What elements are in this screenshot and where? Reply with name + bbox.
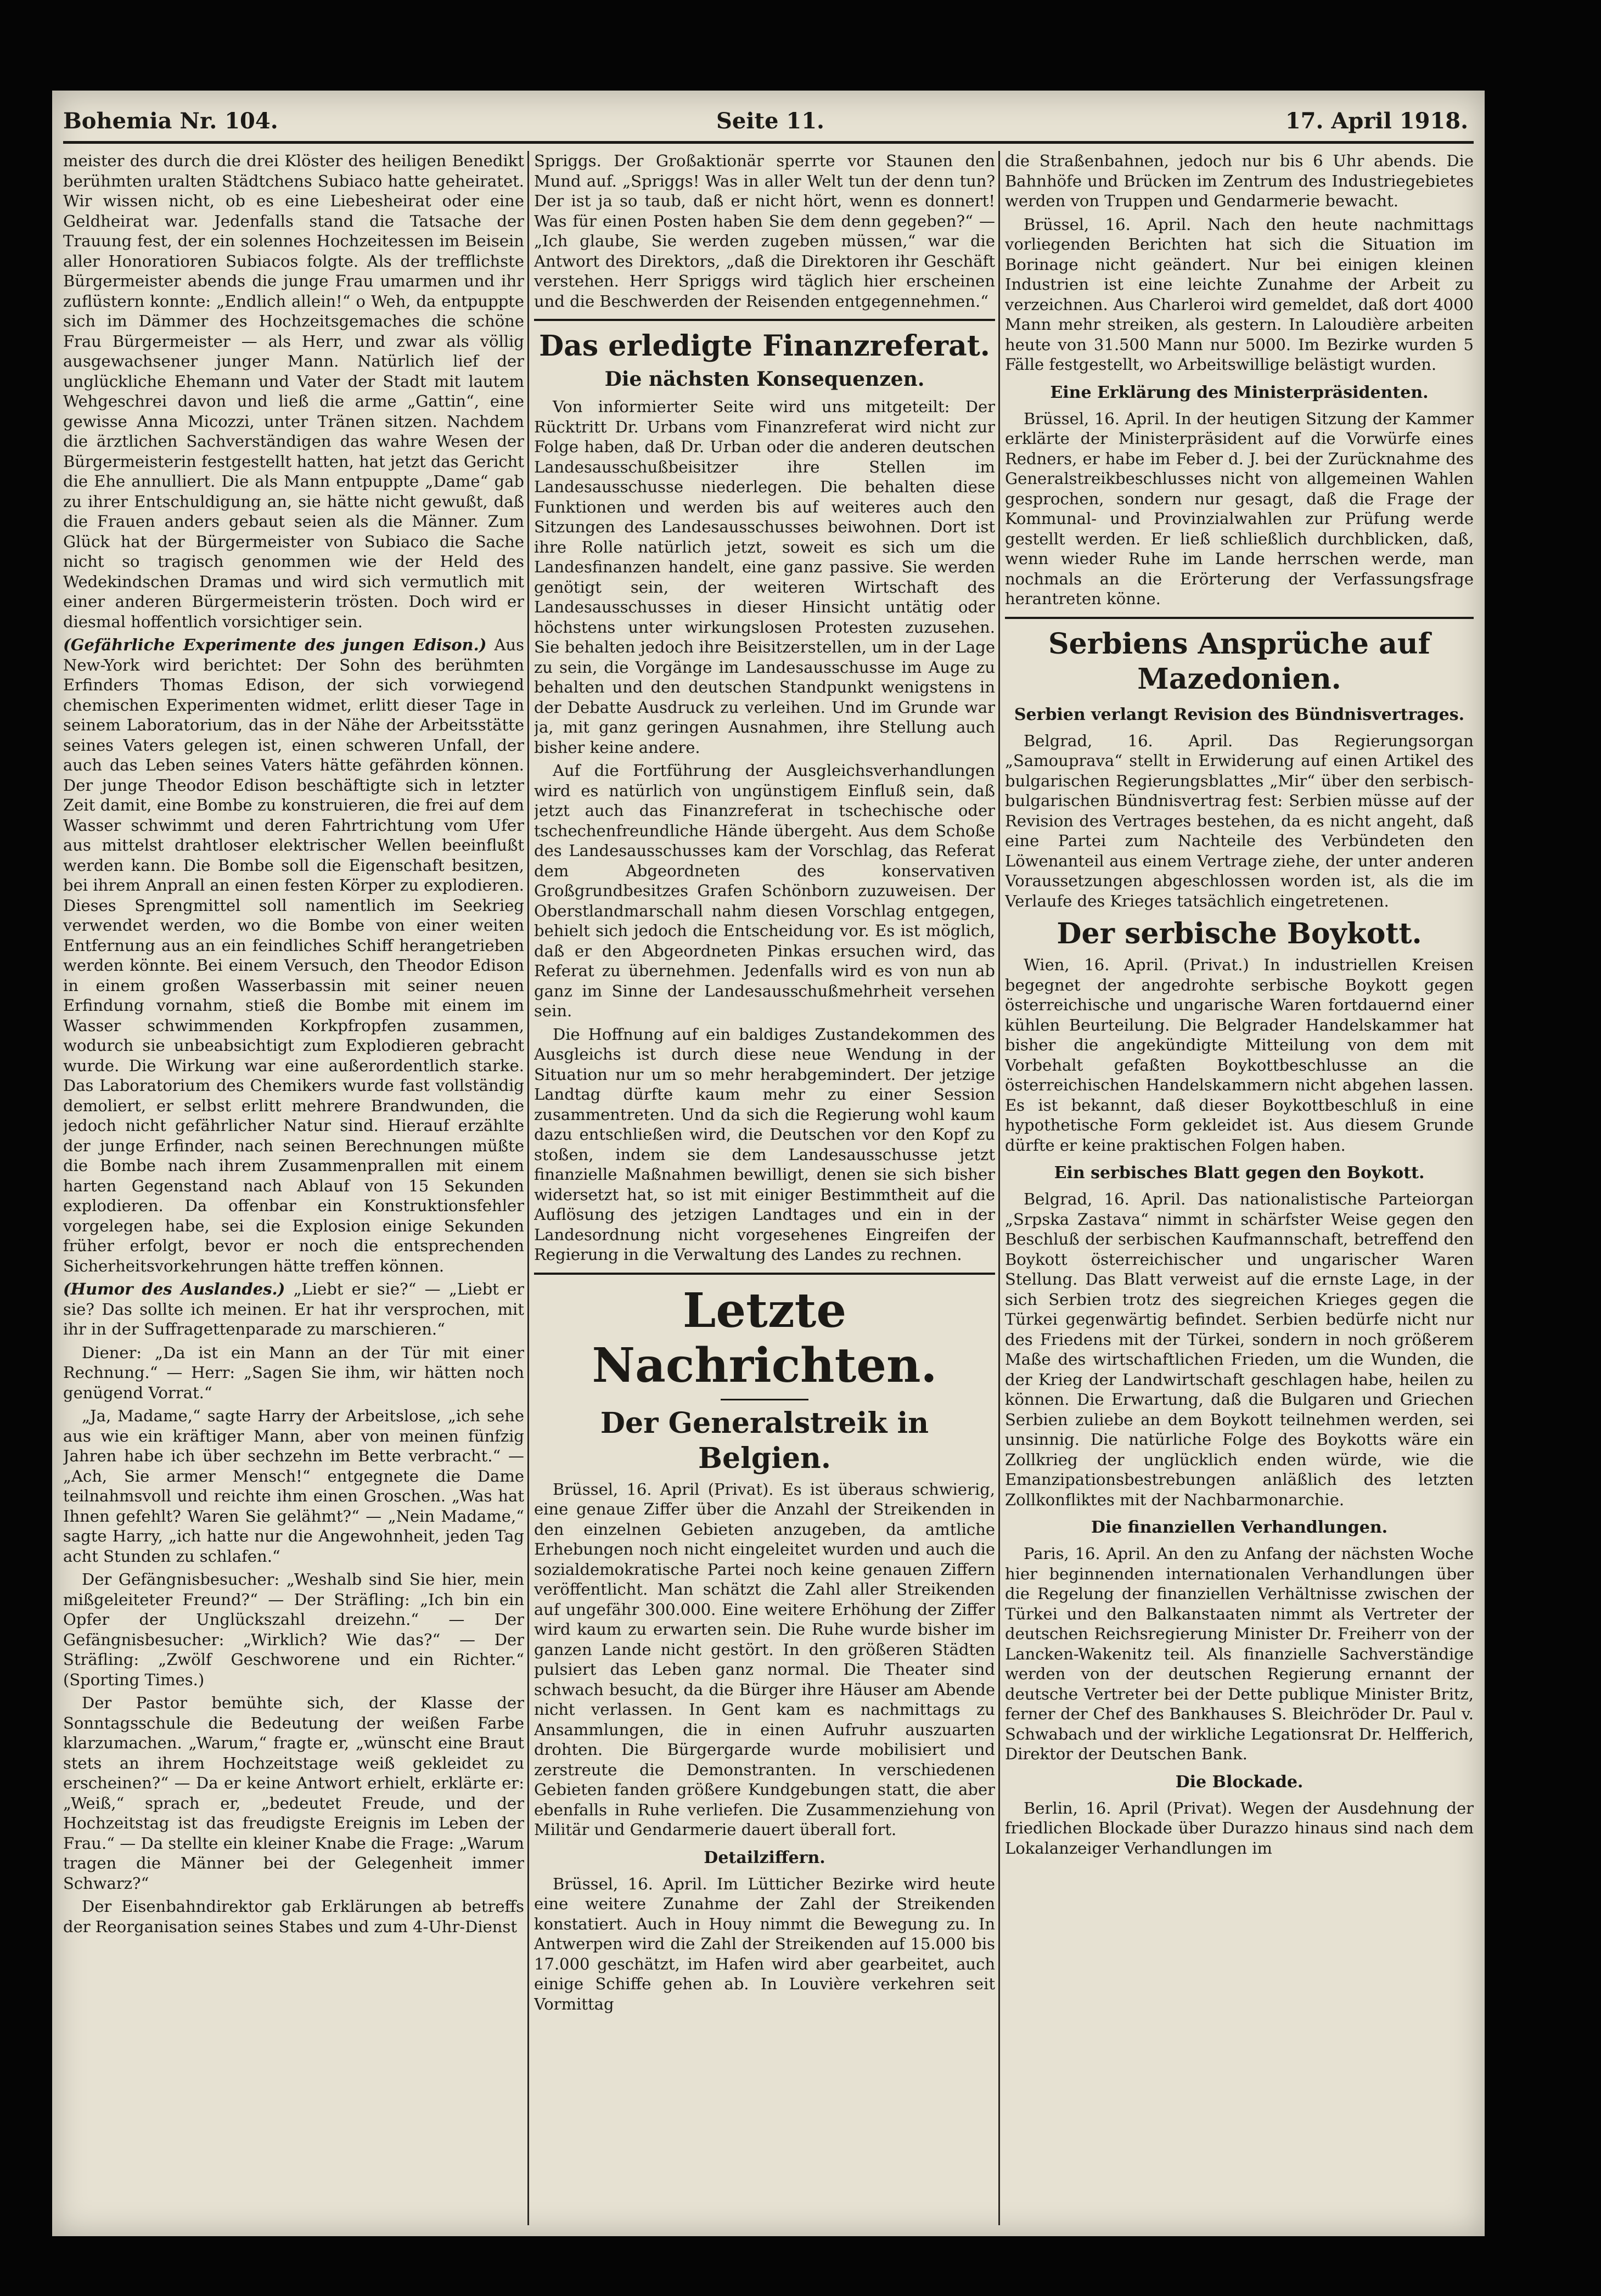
issue-date: 17. April 1918. bbox=[1285, 108, 1468, 134]
article-paragraph: Der Eisenbahndirektor gab Erklärungen ab betreffs der Reorganisation seines Stabes und zum 4-Uhr-Dienst bbox=[63, 1897, 524, 1936]
subheadline-erklaerung: Eine Erklärung des Ministerpräsidenten. bbox=[1050, 382, 1429, 402]
column-1 bbox=[63, 151, 524, 2226]
subheadline-verhandlungen: Die finanziellen Verhandlungen. bbox=[1091, 1518, 1388, 1537]
section-rule bbox=[534, 1273, 995, 1275]
article-paragraph: Brüssel, 16. April. In der heutigen Sitzung der Kammer erklärte der Ministerpräsident auf die Vorwürfe eines Redners, er habe im Feber d. J. bei der Zurücknahme des Generalstreikbeschlusses nicht von allgemeinen Wahlen gesprochen, sondern nur gesagt, daß die Frage der Kommunal- und Provinzialwahlen zur Prüfung werde gestellt werden. Er ließ schließlich durchblicken, daß, wenn wieder Ruhe im Lande herrschen werde, man nochmals an die Erörterung der Verfassungsfrage herantreten könne. bbox=[1005, 409, 1474, 608]
article-subhead: (Gefährliche Experimente des jungen Edison.) bbox=[63, 635, 487, 654]
headline-serbien: Serbiens Ansprüche auf Mazedonien. bbox=[1048, 627, 1430, 696]
headline-boykott: Der serbische Boykott. bbox=[1057, 917, 1422, 950]
section-rule bbox=[1005, 617, 1474, 619]
column-2 bbox=[534, 151, 995, 2226]
subheadline-detailziffern: Detailziffern. bbox=[704, 1848, 825, 1867]
article-paragraph: Belgrad, 16. April. Das nationalistische Parteiorgan „Srpska Zastava“ nimmt in schärfster Weise gegen den Beschluß der serbischen Kaufmannschaft, betreffend den Boykott österreichischer und ungarischer Waren Stellung. Das Blatt verweist auf die ernste Lage, in der sich Serbien trotz des siegreichen Krieges gegen die Türkei gegenwärtig befindet. Serbien bedürfe nicht nur des Friedens mit der Türkei, sondern in noch größerem Maße des wirtschaftlichen Frieden, um die Wunden, die der Krieg der Landwirtschaft geschlagen habe, heilen zu können. Die Erwartung, daß die Bulgaren und Griechen Serbien zuliebe an dem Boykott teilnehmen werden, sei unsinnig. Die natürliche Folge des Boykotts wäre ein Zollkrieg der unglücklich enden würde, wie die Emanzipationsbestrebungen anläßlich des letzten Zollkonfliktes mit der Nachbarmonarchie. bbox=[1005, 1190, 1474, 1509]
header-rule bbox=[63, 141, 1474, 144]
article-paragraph: Brüssel, 16. April. Nach den heute nachmittags vorliegenden Berichten hat sich die Situation im Borinage nicht geändert. Nur bei einigen kleinen Industrien ist eine leichte Zunahme der Arbeit zu verzeichnen. Aus Charleroi wird gemeldet, daß dort 4000 Mann mehr streiken, als gestern. In Laloudière arbeiten heute von 31.500 Mann nur 5000. Im Bezirke wurden 5 Fälle festgestellt, wo Arbeitswillige belästigt wurden. bbox=[1005, 215, 1474, 374]
subheadline-blockade: Die Blockade. bbox=[1175, 1772, 1304, 1792]
article-paragraph: Die Hoffnung auf ein baldiges Zustandekommen des Ausgleichs ist durch diese neue Wendung in der Situation nur um so mehr herabgemindert. Der jetzige Landtag dürfte kaum mehr zu einer Session zusammentreten. Und da sich die Regierung wohl kaum dazu entschließen wird, die Deutschen vor den Kopf zu stoßen, indem sie dem Landesausschusse jetzt finanzielle Maßnahmen bewilligt, denen sie sich bisher widersetzt hat, so ist mit einiger Bestimmtheit auf die Auflösung des jetzigen Landtages und ein in der Landesordnung nicht vorgesehenes Eingreifen der Regierung in die Verwaltung des Landes zu rechnen. bbox=[534, 1025, 995, 1264]
column-divider bbox=[527, 151, 529, 2225]
newspaper-page bbox=[52, 91, 1485, 2236]
article-paragraph: Auf die Fortführung der Ausgleichsverhandlungen wird es natürlich von ungünstigem Einfluß sein, daß jetzt auch das Finanzreferat in tschechische oder tschechenfreundliche Hände übergeht. Aus dem Schoße des Landesausschusses kam der Vorschlag, das Referat dem Abgeordneten des konservativen Großgrundbesitzes Grafen Schönborn zuzuweisen. Der Oberstlandmarschall nahm diesen Vorschlag entgegen, behielt sich jedoch die Entscheidung vor. Es ist möglich, daß er den Abgeordneten Pinkas ersuchen wird, das Referat zu übernehmen. Jedenfalls wird es von nun ab ganz im Sinne der Landesausschußmehrheit versehen sein. bbox=[534, 761, 995, 1020]
article-paragraph: Spriggs. Der Großaktionär sperrte vor Staunen den Mund auf. „Spriggs! Was in aller Welt tun der denn tun? Der ist ja so taub, daß er nicht hört, wenn es donnert! Was für einen Posten haben Sie dem denn gegeben?“ — „Ich glaube, Sie werden zugeben müssen,“ war die Antwort des Direktors, „daß die Direktoren ihr Geschäft verstehen. Herr Spriggs wird täglich hier erscheinen und die Beschwerden der Reisenden entgegennehmen.“ bbox=[534, 151, 995, 311]
article-paragraph: Brüssel, 16. April. Im Lütticher Bezirke wird heute eine weitere Zunahme der Zahl der Streikenden konstatiert. Auch in Houy nimmt die Bewegung zu. In Antwerpen wird die Zahl der Streikenden auf 15.000 bis 17.000 geschätzt, im Hafen wird aber gearbeitet, auch einige Schiffe gehen ab. In Louvière verkehren seit Vormittag bbox=[534, 1874, 995, 2013]
column-3 bbox=[1005, 151, 1474, 2226]
article-paragraph: Diener: „Da ist ein Mann an der Tür mit einer Rechnung.“ — Herr: „Sagen Sie ihm, wir hätten noch genügend Vorrat.“ bbox=[63, 1343, 524, 1402]
column-divider bbox=[998, 151, 1000, 2225]
article-paragraph: Belgrad, 16. April. Das Regierungsorgan „Samouprava“ stellt in Erwiderung auf einen Artikel des bulgarischen Regierungsblattes „Mir“ über den serbisch-bulgarischen Bündnisvertrag fest: Serbien müsse auf der Revision des Vertrages bestehen, da es nicht angeht, daß eine Partei zum Nachteile des Verbündeten den Löwenanteil aus einem Vertrage ziehe, der unter anderen Voraussetzungen abgeschlossen worden ist, als die im Verlaufe des Krieges tatsächlich eingetretenen. bbox=[1005, 731, 1474, 910]
subheadline-buendnisvertrag: Serbien verlangt Revision des Bündnisvertrages. bbox=[1014, 705, 1465, 724]
headline-letzte-nachrichten: Letzte Nachrichten. bbox=[592, 1282, 937, 1393]
headline-generalstreik: Der Generalstreik in Belgien. bbox=[600, 1406, 929, 1475]
article-subhead: (Humor des Auslandes.) bbox=[63, 1280, 285, 1298]
page-number: Seite 11. bbox=[716, 108, 824, 134]
article-paragraph: „Ja, Madame,“ sagte Harry der Arbeitslose, „ich sehe aus wie ein kräftiger Mann, aber von meinen fünfzig Jahren habe ich über sechzehn im Bette verbracht.“ — „Ach, Sie armer Mensch!“ entgegnete die Dame teilnahmsvoll und reichte ihm einen Groschen. „Was hat Ihnen gefehlt? Waren Sie gelähmt?“ — „Nein Madame,“ sagte Harry, „ich hatte nur die Angewohnheit, jeden Tag acht Stunden zu schlafen.“ bbox=[63, 1406, 524, 1566]
issue-number: Bohemia Nr. 104. bbox=[63, 108, 278, 134]
short-rule bbox=[721, 1399, 808, 1400]
article-paragraph: Der Pastor bemühte sich, der Klasse der Sonntagsschule die Bedeutung der weißen Farbe klarzumachen. „Warum,“ fragte er, „wünscht eine Braut stets an ihrem Hochzeitstage weiß gekleidet zu erscheinen?“ — Da er keine Antwort erhielt, erklärte er: „Weiß,“ sprach er, „bedeutet Freude, und der Hochzeitstag ist das freudigste Ereignis im Leben der Frau.“ — Da stellte ein kleiner Knabe die Frage: „Warum tragen die Männer bei der Gelegenheit immer Schwarz?“ bbox=[63, 1693, 524, 1893]
article-paragraph: meister des durch die drei Klöster des heiligen Benedikt berühmten uralten Städtchens Subiaco hatte geheiratet. Wir wissen nicht, ob es eine Liebesheirat oder eine Geldheirat war. Jedenfalls stand die Tatsache der Trauung fest, der ein solennes Hochzeitessen im Beisein aller Honoratioren Subiacos folgte. Als der trefflichste Bürgermeister abends die junge Frau umarmen und ihr zuflüstern konnte: „Endlich allein!“ o Weh, da entpuppte sich im Dämmer des Hochzeitsgemaches die schöne Frau Bürgermeister — als Herr, und zwar als völlig ausgewachsener junger Mann. Natürlich lief der unglückliche Ehemann und Vater der Stadt mit lautem Wehgeschrei davon und ließ die arme „Gattin“, eine gewisse Anna Micozzi, unter Tränen sitzen. Nachdem die ärztlichen Sachverständigen das wahre Wesen der Bürgermeisterin festgestellt hatten, hat jetzt das Gericht die Ehe annulliert. Die als Mann entpuppte „Dame“ gab zu ihrer Entschuldigung an, sie hätte nicht gewußt, daß die Frauen anders gebaut seien als die Männer. Zum Glück hat der Bürgermeister von Subiaco die Sache nicht so tragisch genommen wie der Held des Wedekindschen Dramas und wird sich vermutlich mit einer anderen Bürgermeisterin trösten. Doch wird er diesmal hoffentlich vorsichtiger sein. bbox=[63, 151, 524, 631]
article-paragraph: Berlin, 16. April (Privat). Wegen der Ausdehnung der friedlichen Blockade über Durazzo hinaus sind nach dem Lokalanzeiger Verhandlungen im bbox=[1005, 1798, 1474, 1858]
article-paragraph: Wien, 16. April. (Privat.) In industriellen Kreisen begegnet der angedrohte serbische Boykott gegen österreichische und ungarische Waren fortdauernd einer kühlen Beurteilung. Die Belgrader Handelskammer hat bisher die angekündigte Mitteilung von dem mit Vorbehalt gefaßten Boykottbeschlusse an die österreichischen Handelskammern nicht abgehen lassen. Es ist bekannt, daß dieser Boykottbeschluß in eine hypothetische Form gekleidet ist. Aus diesem Grunde dürfte er keine praktischen Folgen haben. bbox=[1005, 955, 1474, 1155]
article-paragraph: Von informierter Seite wird uns mitgeteilt: Der Rücktritt Dr. Urbans vom Finanzreferat wird nicht zur Folge haben, daß Dr. Urban oder die anderen deutschen Landesausschußbeisitzer ihre Stellen im Landesausschusse niederlegen. Die behalten diese Funktionen und werden bis auf weiteres auch den Sitzungen des Landesausschusses beiwohnen. Dort ist ihre Rolle natürlich jetzt, soweit es sich um die Landesfinanzen handelt, eine ganz passive. Sie werden genötigt sein, der weiteren Wirtschaft des Landesausschusses in dieser Hinsicht untätig oder höchstens unter wirkungslosen Protesten zuzusehen. Sie behalten jedoch ihre Beisitzerstellen, um in der Lage zu sein, die Vorgänge im Landesausschusse im Auge zu behalten und den deutschen Standpunkt wenigstens in der Debatte Ausdruck zu verleihen. Und im Grunde war ja, mit ganz geringen Ausnahmen, ihre Stellung auch bisher keine andere. bbox=[534, 397, 995, 757]
subheadline-serbisches-blatt: Ein serbisches Blatt gegen den Boykott. bbox=[1054, 1163, 1425, 1183]
headline-finanzreferat: Das erledigte Finanzreferat. bbox=[539, 329, 990, 363]
article-paragraph: Der Gefängnisbesucher: „Weshalb sind Sie hier, mein mißgeleiteter Freund?“ — Der Sträfling: „Ich bin ein Opfer der Unglückszahl dreizehn.“ — Der Gefängnisbesucher: „Wirklich? Wie das?“ — Der Sträfling: „Zwölf Geschworene und ein Richter.“ (Sporting Times.) bbox=[63, 1570, 524, 1689]
article-paragraph: (Humor des Auslandes.) „Liebt er sie?“ — „Liebt er sie? Das sollte ich meinen. Er hat ihr versprochen, mit ihr in der Suffragettenparade zu marschieren.“ bbox=[63, 1280, 524, 1338]
article-paragraph: Paris, 16. April. An den zu Anfang der nächsten Woche hier beginnenden internationalen Verhandlungen über die Regelung der finanziellen Verhältnisse zwischen der Türkei und den Balkanstaaten nimmt als Vertreter der deutschen Reichsregierung Minister Dr. Freiherr von der Lancken-Wakenitz teil. Als finanzielle Sachverständige werden von der deutschen Regierung ernannt der deutsche Vertreter bei der Dette publique Minister Britz, ferner der Chef des Bankhauses S. Bleichröder Dr. Paul v. Schwabach und der wirkliche Legationsrat Dr. Helfferich, Direktor der Deutschen Bank. bbox=[1005, 1544, 1474, 1763]
article-paragraph: (Gefährliche Experimente des jungen Edison.) Aus New-York wird berichtet: Der Sohn des berühmten Erfinders Thomas Edison, der sich vorwiegend chemischen Experimenten widmet, erlitt dieser Tage in seinem Laboratorium, das in der Nähe der Arbeitsstätte seines Vaters gelegen ist, einen schweren Unfall, der auch das Leben seines Vaters hätte gefährden können. Der junge Theodor Edison beschäftigte sich in letzter Zeit damit, eine Bombe zu konstruieren, die frei auf dem Wasser schwimmt und deren Fahrtrichtung vom Ufer aus mittelst drahtloser elektrischer Wellen beeinflußt werden kann. Die Bombe soll die Eigenschaft besitzen, bei ihrem Anprall an einen festen Körper zu explodieren. Dieses Sprengmittel soll namentlich im Seekrieg verwendet werden, wo die Bombe von einer weiten Entfernung aus an ein feindliches Schiff herangetrieben werden könnte. Bei einem Versuch, den Theodor Edison in einem großen Wasserbassin mit seiner neuen Erfindung vornahm, stieß die Bombe mit einem im Wasser schwimmenden Korkpfropfen zusammen, wodurch sie unbeabsichtigt zum Explodieren gebracht wurde. Die Wirkung war eine außerordentlich starke. Das Laboratorium des Chemikers wurde fast vollständig demoliert, er selbst erlitt mehrere Brandwunden, die jedoch nicht gefährlicher Natur sind. Hierauf erzählte der junge Erfinder, nach seinen Berechnungen müßte die Bombe nach ihrem Zusammenprallen mit einem harten Gegenstand nach Ablauf von 15 Sekunden explodieren. Da offenbar ein Konstruktionsfehler vorgelegen habe, sei die Explosion einige Sekunden früher erfolgt, bevor er noch die entsprechenden Sicherheitsvorkehrungen hätte treffen können. bbox=[63, 635, 524, 1275]
article-paragraph: Brüssel, 16. April (Privat). Es ist überaus schwierig, eine genaue Ziffer über die Anzahl der Streikenden in den einzelnen Gebieten anzugeben, da amtliche Erhebungen noch nicht eingeleitet wurden und auch die sozialdemokratische Partei noch keine genauen Ziffern veröffentlicht. Man schätzt die Zahl aller Streikenden auf ungefähr 300.000. Eine weitere Erhöhung der Ziffer wird kaum zu erwarten sein. Die Ruhe wurde bisher im ganzen Lande nicht gestört. In den größeren Städten pulsiert das Leben ganz normal. Die Theater sind schwach besucht, da die Bürger ihre Häuser am Abende nicht verlassen. In Gent kam es nachmittags zu Ansammlungen, die in einen Aufruhr auszuarten drohten. Die Bürgergarde wurde mobilisiert und zerstreute die Demonstranten. In verschiedenen Gebieten fanden größere Kundgebungen statt, die aber ebenfalls in Ruhe verliefen. Die Zusammenziehung von Militär und Gendarmerie dauert überall fort. bbox=[534, 1479, 995, 1839]
section-rule bbox=[534, 319, 995, 321]
subheadline-konsequenzen: Die nächsten Konsequenzen. bbox=[604, 368, 925, 391]
article-paragraph: die Straßenbahnen, jedoch nur bis 6 Uhr abends. Die Bahnhöfe und Brücken im Zentrum des Industriegebietes werden von Truppen und Gendarmerie bewacht. bbox=[1005, 151, 1474, 210]
page-header bbox=[63, 108, 1474, 142]
